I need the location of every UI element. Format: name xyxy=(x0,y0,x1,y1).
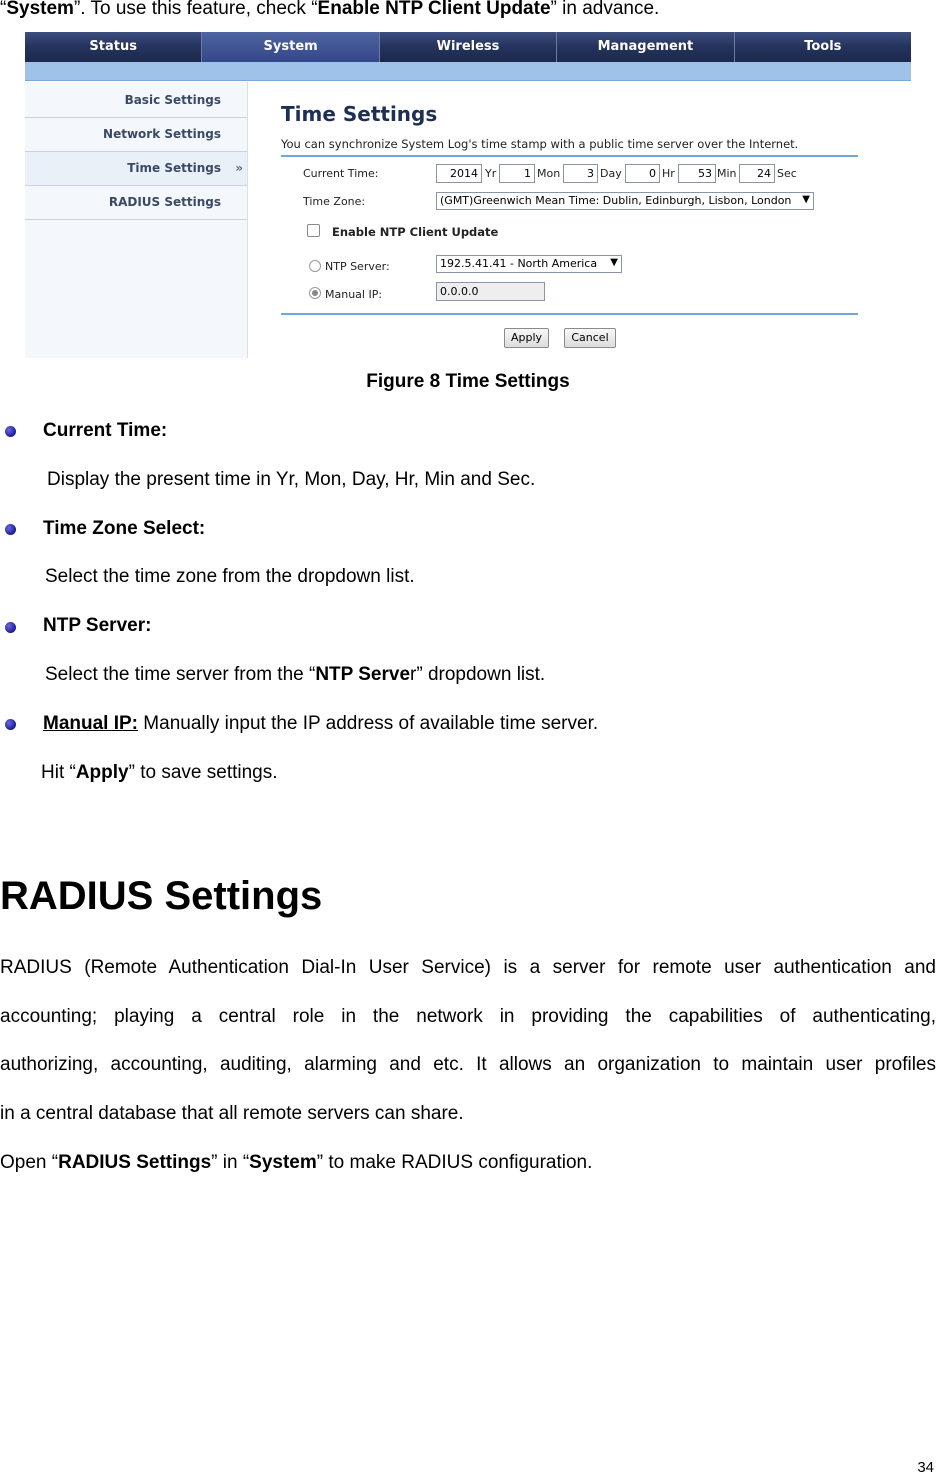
bullet-ntp-server-title: NTP Server: xyxy=(43,615,152,636)
section-heading: RADIUS Settings xyxy=(0,874,323,918)
bullet-current-time-title: Current Time: xyxy=(43,420,168,441)
second-input[interactable]: 24 xyxy=(739,164,775,183)
bullet-icon xyxy=(5,524,16,535)
time-zone-label: Time Zone: xyxy=(303,195,366,208)
bullet-manual-ip-title: Manual IP: xyxy=(43,713,139,734)
intro-system: System xyxy=(6,0,74,19)
bullet-icon xyxy=(5,719,16,730)
text-segment: Hit “ xyxy=(41,762,76,783)
sidebar-item-network-settings[interactable] xyxy=(25,118,247,152)
apply-instruction xyxy=(41,762,278,784)
hour-unit: Hr xyxy=(662,167,675,180)
figure-caption: Figure 8 Time Settings xyxy=(366,371,570,392)
year-input[interactable]: 2014 xyxy=(436,164,482,183)
intro-ntp: Enable NTP Client Update xyxy=(317,0,551,19)
bullet-ntp-server-text xyxy=(45,664,545,686)
ntp-server-label: NTP Server: xyxy=(325,260,390,273)
bullet-current-time-text: Display the present time in Yr, Mon, Day, Hr, Min and Sec. xyxy=(47,469,536,490)
sidebar-item-label: Time Settings xyxy=(127,161,221,175)
time-zone-select[interactable] xyxy=(436,192,814,210)
hour-input[interactable]: 0 xyxy=(625,164,660,183)
second-unit: Sec xyxy=(777,167,797,180)
tab-tools[interactable]: Tools xyxy=(804,39,842,54)
radius-paragraph-line: in a central database that all remote servers can share. xyxy=(0,1103,464,1124)
ntp-enable-checkbox[interactable] xyxy=(307,224,320,237)
bullet-icon xyxy=(5,426,16,437)
tab-system[interactable]: System xyxy=(202,32,379,62)
text-bold-segment: NTP Serve xyxy=(315,664,411,685)
sidebar-item-label: RADIUS Settings xyxy=(108,195,221,209)
page-number: 34 xyxy=(917,1459,934,1476)
day-unit: Day xyxy=(600,167,622,180)
text-segment: ” to save settings. xyxy=(128,762,278,783)
bullet-manual-ip xyxy=(43,713,598,735)
radius-paragraph-line: accounting; playing a central role in the network in providing the capabilities of authenticating, xyxy=(0,1006,936,1027)
text-segment: ” to make RADIUS configuration. xyxy=(316,1152,593,1173)
text-segment: Open “ xyxy=(0,1152,59,1173)
tab-wireless[interactable]: Wireless xyxy=(380,32,557,62)
top-nav xyxy=(25,32,911,62)
ntp-server-select[interactable] xyxy=(436,255,622,273)
dropdown-arrow-icon: ▼ xyxy=(802,194,810,205)
year-unit: Yr xyxy=(485,167,497,180)
radius-paragraph-line: authorizing, accounting, auditing, alarming and etc. It allows an organization to maintain user profiles xyxy=(0,1054,936,1075)
page-description: You can synchronize System Log's time stamp with a public time server over the Internet. xyxy=(281,137,799,151)
bullet-manual-ip-text: Manually input the IP address of available time server. xyxy=(138,713,599,734)
divider xyxy=(281,155,858,157)
sub-bar xyxy=(25,62,911,81)
bullet-time-zone-text: Select the time zone from the dropdown list. xyxy=(45,566,415,587)
bullet-time-zone-title: Time Zone Select: xyxy=(43,518,206,539)
time-zone-value: (GMT)Greenwich Mean Time: Dublin, Edinburgh, Lisbon, London xyxy=(440,194,792,207)
tab-management[interactable]: Management xyxy=(557,32,734,62)
ntp-enable-label: Enable NTP Client Update xyxy=(332,225,499,239)
sidebar-item-label: Basic Settings xyxy=(124,93,221,107)
radius-paragraph-line: RADIUS (Remote Authentication Dial-In User Service) is a server for remote user authentication and xyxy=(0,957,936,978)
manual-ip-input[interactable]: 0.0.0.0 xyxy=(436,282,545,301)
text-segment: r” dropdown list. xyxy=(410,664,546,685)
time-settings-screenshot xyxy=(25,32,911,358)
intro-end: ” in advance. xyxy=(550,0,660,19)
dropdown-arrow-icon: ▼ xyxy=(610,257,618,268)
tab-status[interactable]: Status xyxy=(25,32,202,62)
text-bold-segment: System xyxy=(249,1152,317,1173)
month-unit: Mon xyxy=(537,167,561,180)
intro-mid: ”. To use this feature, check “ xyxy=(73,0,318,19)
manual-ip-radio[interactable] xyxy=(309,287,321,299)
page-title: Time Settings xyxy=(281,102,438,126)
ntp-server-radio[interactable] xyxy=(309,260,321,272)
ntp-server-value: 192.5.41.41 - North America xyxy=(440,257,598,270)
divider xyxy=(281,313,858,315)
cancel-button[interactable]: Cancel xyxy=(564,328,616,348)
intro-quote: “ xyxy=(0,0,7,19)
sidebar-item-basic-settings[interactable] xyxy=(25,84,247,118)
double-chevron-right-icon: » xyxy=(235,161,243,175)
apply-button[interactable]: Apply xyxy=(504,328,549,348)
sidebar-item-time-settings[interactable] xyxy=(25,152,247,186)
manual-ip-label: Manual IP: xyxy=(325,288,383,301)
text-bold-segment: Apply xyxy=(75,762,129,783)
bullet-icon xyxy=(5,622,16,633)
day-input[interactable]: 3 xyxy=(563,164,598,183)
sidebar-item-label: Network Settings xyxy=(103,127,221,141)
text-segment: Select the time server from the “ xyxy=(45,664,316,685)
month-input[interactable]: 1 xyxy=(499,164,535,183)
text-bold-segment: RADIUS Settings xyxy=(58,1152,212,1173)
intro-text xyxy=(0,0,659,20)
text-segment: ” in “ xyxy=(211,1152,250,1173)
minute-input[interactable]: 53 xyxy=(678,164,716,183)
minute-unit: Min xyxy=(717,167,737,180)
current-time-label: Current Time: xyxy=(303,167,379,180)
sidebar-item-radius-settings[interactable] xyxy=(25,186,247,220)
sidebar xyxy=(25,82,248,358)
radius-open-instruction xyxy=(0,1152,592,1174)
